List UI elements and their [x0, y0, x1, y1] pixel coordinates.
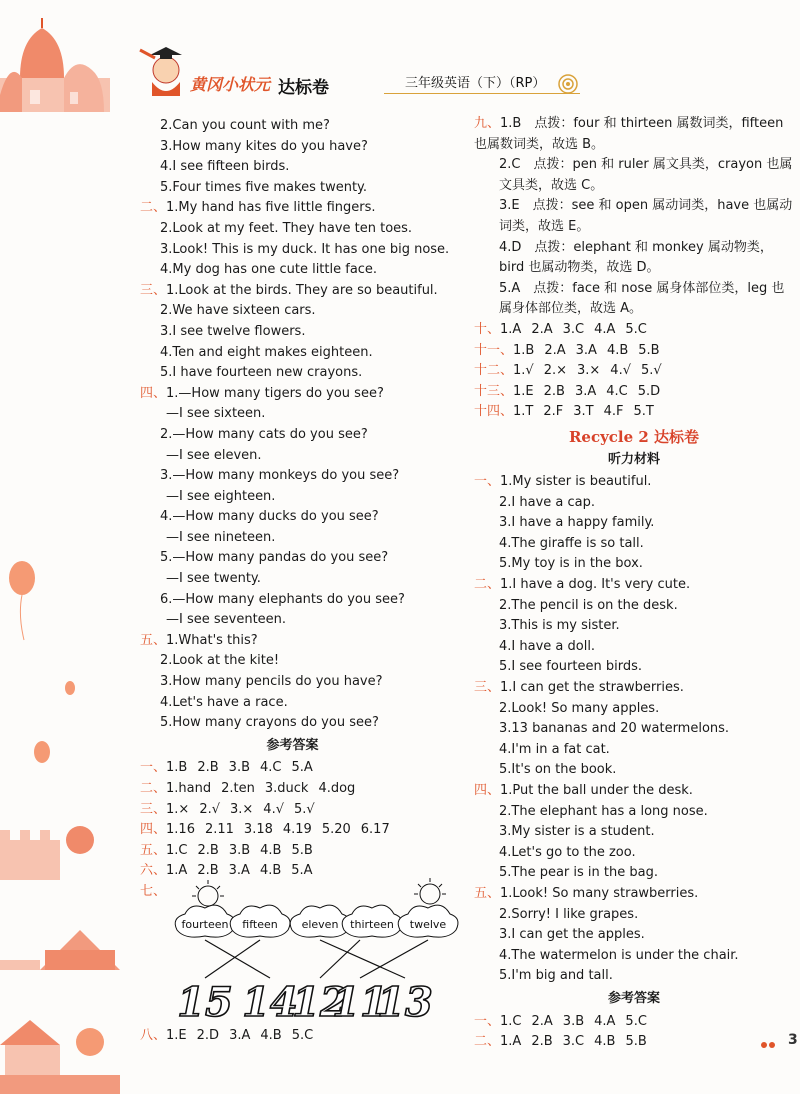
answer-row — [474, 382, 794, 403]
listening-line: 2.Look at the kite! — [160, 653, 280, 669]
answer-item: 3.× — [577, 363, 601, 379]
answer-item: 1.C — [500, 1013, 522, 1029]
answer-item: 1.A — [166, 863, 188, 879]
listening-line: 1.I can get the strawberries. — [500, 680, 684, 696]
explanation-item — [474, 196, 794, 237]
answer-row — [140, 841, 445, 862]
answer-item: 3.A — [575, 342, 597, 358]
answer-item: 4.B — [260, 842, 282, 858]
answer-item: 4.dog — [318, 781, 356, 796]
section-number: 二、 — [140, 200, 167, 216]
cloud-word — [398, 905, 458, 937]
listening-line: —I see eighteen. — [166, 488, 276, 504]
page-dots-icon — [760, 1040, 784, 1050]
answer-item: 2.B — [197, 842, 219, 858]
cloud-word-text: fourteen — [181, 918, 229, 931]
section-number: 四、 — [140, 385, 167, 401]
answer-item: 5.C — [291, 1028, 314, 1043]
castle-wall-icon — [0, 826, 94, 880]
recycle-title: Recycle 2 达标卷 — [568, 427, 700, 446]
listening-title: 听力材料 — [607, 451, 660, 467]
answer-item: 5.20 — [321, 822, 351, 838]
answer-item: 4.√ — [263, 801, 284, 817]
listening-line: 3.I have a happy family. — [499, 515, 655, 531]
spiral-icon — [559, 75, 577, 93]
answer-item: 2.A — [531, 1013, 553, 1029]
answer-item: 3.duck — [264, 781, 309, 796]
explanation-list — [474, 114, 794, 320]
listening-line: —I see sixteen. — [166, 406, 266, 422]
answer-item: 2.√ — [199, 801, 220, 817]
answer-item: 4.B — [259, 863, 282, 879]
answer-item: 3.B — [228, 760, 250, 776]
answer-row — [140, 779, 445, 800]
answer-row — [474, 1012, 794, 1033]
listening-line: 5.Four times five makes twenty. — [160, 179, 368, 195]
section-number: 五、 — [140, 632, 167, 648]
explanation-text: 1.B 点拨：four 和 thirteen 属数词类，fifteen 也属数词类，故选 B。 — [474, 116, 784, 152]
answer-item: 2.D — [196, 1028, 220, 1043]
answer-item: 4.A — [594, 1013, 616, 1029]
listening-line: 2.The pencil is on the desk. — [499, 597, 678, 613]
left-column — [140, 116, 450, 903]
answer-item: 1.B — [166, 760, 188, 776]
answer-item: 1.16 — [166, 822, 195, 838]
listening-line: 4.Ten and eight makes eighteen. — [160, 344, 373, 360]
listening-line: 2.Look at my feet. They have ten toes. — [160, 220, 413, 236]
page-number: 3 — [788, 1032, 798, 1048]
listening-line: —I see eleven. — [166, 447, 262, 463]
balloon-icon — [9, 561, 35, 640]
answer-item: 2.B — [197, 863, 219, 879]
answer-item: 5.C — [625, 321, 647, 337]
answer-item: 4.19 — [282, 822, 312, 838]
listening-line: 6.—How many elephants do you see? — [160, 591, 405, 607]
answer-row — [474, 320, 794, 341]
answer-item: 3.C — [562, 1034, 585, 1050]
paper-type-title: 达标卷 — [278, 78, 329, 98]
balloon-small-icon — [34, 681, 75, 763]
listening-line: 1.My hand has five little fingers. — [166, 200, 376, 216]
explanation-text: 4.D 点拨：elephant 和 monkey 属动物类，bird 也属动物类，故选 D。 — [499, 239, 773, 276]
section-number: 五、 — [474, 885, 501, 901]
answer-item: 2.F — [543, 404, 564, 420]
listening-line: 4.I have a doll. — [499, 638, 596, 654]
answer-list — [474, 1012, 794, 1053]
answer-list — [474, 320, 794, 423]
number-figure: 14 — [242, 979, 298, 1026]
answer-item: 1.T — [513, 404, 534, 420]
answer-item: 1.√ — [513, 363, 534, 379]
listening-line: 5.The pear is in the bag. — [499, 865, 658, 881]
answer-item: 4.√ — [610, 363, 631, 379]
section-number: 四、 — [474, 783, 501, 798]
listening-line: 1.—How many tigers do you see? — [166, 385, 384, 401]
listening-line: 4.Let's have a race. — [160, 694, 288, 710]
listening-line: 3.How many pencils do you have? — [160, 674, 383, 690]
mascot-icon — [140, 47, 182, 96]
listening-line: 1.Put the ball under the desk. — [500, 783, 693, 798]
answer-item: 4.F — [603, 404, 624, 420]
explanation-item — [474, 238, 794, 279]
listening-line: 2.Can you count with me? — [160, 118, 330, 133]
answer-item: 5.√ — [640, 363, 662, 379]
section-8-answers — [140, 1024, 323, 1045]
right-column — [474, 114, 794, 1053]
listening-line: 3.Look! This is my duck. It has one big nose. — [160, 241, 450, 257]
answer-item: 1.C — [166, 842, 188, 858]
answer-item: 4.A — [594, 321, 616, 337]
listening-line: 3.My sister is a student. — [499, 824, 655, 840]
answer-row — [140, 820, 445, 841]
explanation-item — [474, 279, 794, 320]
answer-item: 5.B — [291, 842, 313, 858]
number-figure: 12 — [292, 979, 348, 1026]
cloud-word — [230, 905, 290, 937]
explanation-item — [474, 114, 794, 155]
answer-item: 2.A — [531, 321, 553, 337]
answer-item: 5.√ — [293, 801, 315, 817]
answer-item: 3.18 — [243, 822, 273, 838]
listening-line: 5.I see fourteen birds. — [499, 659, 642, 675]
answer-item: 3.C — [562, 321, 585, 337]
cloud-word-text: eleven — [301, 918, 339, 931]
listening-line: 5.—How many pandas do you see? — [160, 550, 389, 566]
listening-line: 4.Let's go to the zoo. — [499, 844, 636, 860]
answer-item: 5.A — [291, 760, 313, 776]
listening-line: 3.I can get the apples. — [499, 927, 645, 943]
listening-line: 3.How many kites do you have? — [160, 138, 368, 154]
answer-item: 3.B — [228, 842, 251, 858]
answer-item: 6.17 — [360, 822, 390, 838]
answer-item: 5.B — [638, 342, 660, 358]
section-number: 八、 — [140, 1028, 167, 1043]
answer-item: 4.B — [594, 1034, 616, 1050]
section-number: 四、 — [140, 822, 167, 838]
answer-item: 2.11 — [204, 822, 234, 838]
answer-row — [474, 1032, 794, 1053]
listening-line: 1.What's this? — [166, 632, 258, 648]
margin-decoration — [0, 0, 130, 1094]
section-number: 十、 — [474, 321, 501, 337]
answer-row — [474, 402, 794, 423]
number-figure: 15 — [177, 979, 233, 1026]
listening-line: 4.I'm in a fat cat. — [499, 741, 610, 757]
section-number: 三、 — [474, 680, 501, 696]
section-number: 一、 — [140, 760, 167, 776]
section-number: 一、 — [474, 474, 501, 490]
answer-item: 1.E — [513, 383, 534, 399]
listening-line: 4.—How many ducks do you see? — [160, 509, 379, 525]
answer-item: 3.A — [229, 1028, 251, 1043]
explanation-text: 5.A 点拨：face 和 nose 属身体部位类，leg 也属身体部位类，故选 A。 — [499, 280, 785, 317]
cloud-word — [290, 905, 350, 937]
answer-item: 3.A — [574, 383, 597, 399]
section-number: 一、 — [474, 1013, 501, 1029]
section-number: 十一、 — [474, 342, 514, 358]
listening-line: 1.My sister is beautiful. — [500, 474, 652, 490]
answer-row — [474, 361, 794, 382]
answer-item: 4.C — [606, 383, 628, 399]
answer-item: 5.A — [291, 863, 313, 879]
section-number: 二、 — [140, 781, 167, 796]
listening-line: 5.It's on the book. — [499, 762, 617, 778]
answer-item: 1.hand — [166, 781, 212, 796]
cloud-word-text: thirteen — [350, 918, 394, 931]
answer-item: 1.E — [166, 1028, 187, 1043]
section-number: 三、 — [140, 282, 167, 298]
answer-item: 1.A — [500, 321, 522, 337]
listening-line: 5.I'm big and tall. — [499, 968, 613, 984]
carousel-icon — [0, 1020, 120, 1094]
listening-line: 2.—How many cats do you see? — [160, 426, 368, 442]
listening-line: 2.I have a cap. — [499, 494, 595, 510]
answer-row — [140, 758, 445, 779]
answer-item: 3.T — [573, 404, 594, 420]
listening-line: —I see seventeen. — [166, 612, 287, 628]
section-number: 三、 — [140, 801, 167, 817]
matching-illustration — [160, 878, 470, 1028]
answer-item: 1.A — [500, 1034, 522, 1050]
answers-title: 参考答案 — [266, 737, 319, 753]
cloud-word-text: fifteen — [242, 918, 278, 931]
listening-line: 2.Sorry! I like grapes. — [499, 906, 639, 922]
answer-item: 5.C — [625, 1013, 647, 1029]
answer-row — [140, 800, 445, 821]
listening-line: 2.We have sixteen cars. — [160, 303, 316, 319]
answer-item: 2.B — [197, 760, 219, 776]
listening-line: 4.My dog has one cute little face. — [160, 262, 378, 278]
listening-line: 2.Look! So many apples. — [499, 700, 660, 716]
listening-line: —I see nineteen. — [166, 529, 276, 545]
answer-item: 2.B — [531, 1034, 553, 1050]
answer-item: 2.× — [543, 363, 567, 379]
number-figure: 13 — [377, 979, 433, 1026]
brand-logo-text: 黄冈小状元 — [190, 75, 271, 94]
section-number: 七、 — [140, 883, 167, 899]
listening-line: 4.I see fifteen birds. — [160, 159, 290, 175]
listening-line: —I see twenty. — [166, 571, 261, 587]
section-number: 二、 — [474, 577, 501, 593]
sun-icon — [192, 880, 224, 906]
section-number: 六、 — [140, 863, 167, 879]
answer-item: 3.A — [228, 863, 250, 879]
sun-icon — [414, 878, 446, 904]
section-number: 十四、 — [474, 404, 514, 420]
number-figure: 11 — [332, 979, 388, 1026]
explanation-item — [474, 155, 794, 196]
listening-line: 4.The giraffe is so tall. — [499, 535, 644, 551]
section-number: 五、 — [140, 842, 167, 858]
listening-line: 1.I have a dog. It's very cute. — [500, 577, 691, 593]
header-divider — [384, 93, 580, 94]
cloud-word-text: twelve — [409, 918, 447, 931]
answer-item: 1.B — [513, 342, 535, 358]
answer-item: 5.B — [625, 1034, 647, 1050]
answer-row — [474, 341, 794, 362]
answer-list — [140, 758, 445, 882]
section-number: 十二、 — [474, 363, 514, 379]
explanation-text: 3.E 点拨：see 和 open 属动词类，have 也属动词类，故选 E。 — [499, 198, 793, 234]
answer-item: 5.D — [637, 383, 661, 399]
listening-line: 3.This is my sister. — [499, 618, 620, 634]
answer-item: 2.ten — [221, 781, 255, 796]
answer-item: 2.A — [544, 342, 566, 358]
circus-tent-icon — [0, 930, 120, 970]
explanation-text: 2.C 点拨：pen 和 ruler 属文具类，crayon 也属文具类，故选 C。 — [499, 157, 793, 193]
section-number: 十三、 — [474, 383, 514, 399]
listening-line: 1.Look! So many strawberries. — [500, 885, 699, 901]
answer-item: 3.B — [562, 1013, 585, 1029]
listening-line: 4.The watermelon is under the chair. — [499, 947, 739, 963]
answer-item: 5.T — [633, 404, 654, 420]
subject-label: 三年级英语（下）（RP） — [405, 76, 546, 91]
listening-line: 5.I have fourteen new crayons. — [160, 365, 363, 381]
answer-item: 4.B — [606, 342, 629, 358]
listening-line: 3.—How many monkeys do you see? — [160, 468, 400, 484]
cloud-word — [175, 905, 235, 937]
listening-line: 2.The elephant has a long nose. — [499, 803, 708, 819]
match-lines — [205, 940, 428, 978]
answer-item: 4.B — [260, 1028, 282, 1043]
answer-item: 1.× — [166, 801, 190, 817]
answers-title: 参考答案 — [607, 990, 660, 1006]
listening-line: 3.I see twelve flowers. — [160, 323, 306, 339]
cloud-word — [342, 905, 402, 937]
answer-item: 3.× — [230, 801, 254, 817]
listening-line: 5.How many crayons do you see? — [160, 715, 379, 731]
listening-line: 5.My toy is in the box. — [499, 556, 643, 572]
listening-line: 3.13 bananas and 20 watermelons. — [499, 721, 730, 737]
listening-line: 1.Look at the birds. They are so beautiful. — [166, 282, 438, 298]
answer-item: 4.C — [260, 760, 282, 776]
section-number: 九、 — [474, 116, 501, 131]
answer-item: 2.B — [543, 383, 565, 399]
section-number: 二、 — [474, 1034, 501, 1050]
